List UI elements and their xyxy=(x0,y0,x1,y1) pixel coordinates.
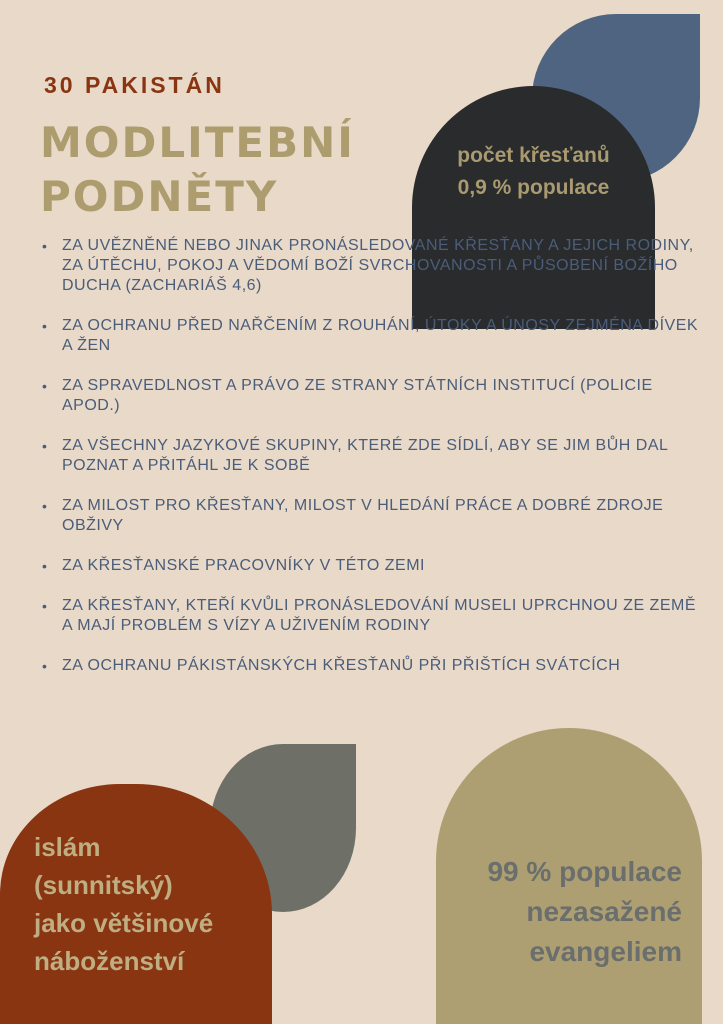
stat-left-line-4: náboženství xyxy=(34,946,185,976)
stat-left-line-1: islám xyxy=(34,832,101,862)
stat-right-line-3: evangeliem xyxy=(529,936,682,967)
prayer-points-list xyxy=(38,236,706,696)
page-title xyxy=(40,116,355,224)
prayer-point: • ZA VŠECHNY JAZYKOVÉ SKUPINY, KTERÉ ZDE SÍDLÍ, ABY SE JIM BŮH DAL POZNAT A PŘITÁHL JE K SOBĚ xyxy=(38,436,706,476)
stat-left-line-3: jako většinové xyxy=(34,908,214,938)
prayer-point: • ZA UVĚZNĚNÉ NEBO JINAK PRONÁSLEDOVANÉ KŘESŤANY A JEJICH RODINY, ZA ÚTĚCHU, POKOJ A VĚDOMÍ BOŽÍ SVRCHOVANOSTI A PŮSOBENÍ BOŽÍHO DUCHA (ZACHARIÁŠ 4,6) xyxy=(38,236,706,296)
prayer-point: • ZA MILOST PRO KŘESŤANY, MILOST V HLEDÁNÍ PRÁCE A DOBRÉ ZDROJE OBŽIVY xyxy=(38,496,706,536)
prayer-point: • ZA KŘESŤANY, KTEŘÍ KVŮLI PRONÁSLEDOVÁNÍ MUSELI UPRCHNOU ZE ZEMĚ A MAJÍ PROBLÉM S VÍZY A UŽIVENÍM RODINY xyxy=(38,596,706,636)
stat-top-line-2: 0,9 % populace xyxy=(457,176,610,199)
unreached-stat xyxy=(436,852,702,972)
stat-right-line-1: 99 % populace xyxy=(487,856,682,887)
stat-right-line-2: nezasažené xyxy=(526,896,682,927)
prayer-point: • ZA KŘESŤANSKÉ PRACOVNÍKY V TÉTO ZEMI xyxy=(38,556,706,576)
stat-left-line-2: (sunnitský) xyxy=(34,870,173,900)
title-line-1: MODLITEBNÍ xyxy=(40,118,355,167)
religion-stat xyxy=(34,828,264,980)
prayer-point: • ZA OCHRANU PÁKISTÁNSKÝCH KŘESŤANŮ PŘI PŘIŠTÍCH SVÁTCÍCH xyxy=(38,656,706,676)
title-line-2: PODNĚTY xyxy=(40,172,279,221)
stat-top-line-1: počet křesťanů xyxy=(457,144,610,167)
christian-population-stat xyxy=(412,140,655,204)
prayer-point: • ZA OCHRANU PŘED NAŘČENÍM Z ROUHÁNÍ, ÚTOKY A ÚNOSY ZEJMÉNA DÍVEK A ŽEN xyxy=(38,316,706,356)
prayer-point: • ZA SPRAVEDLNOST A PRÁVO ZE STRANY STÁTNÍCH INSTITUCÍ (POLICIE APOD.) xyxy=(38,376,706,416)
country-kicker: 30 PAKISTÁN xyxy=(44,72,225,98)
